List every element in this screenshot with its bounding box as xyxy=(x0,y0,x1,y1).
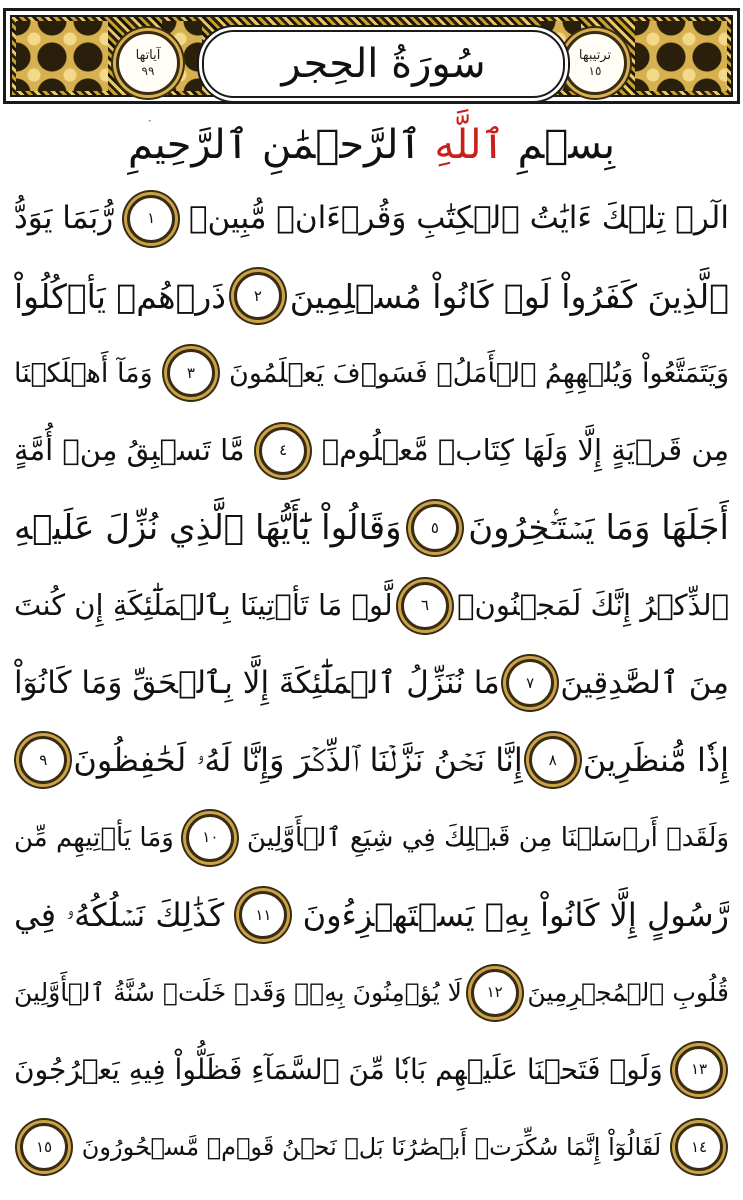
verse-line-text xyxy=(14,1123,729,1171)
ayah-number-marker xyxy=(401,582,449,630)
verse-line xyxy=(14,722,729,799)
surah-title-cartouche xyxy=(202,30,565,98)
verse-line-text xyxy=(14,427,729,475)
verse-text: رُّبَمَا يَوَدُّ xyxy=(14,200,114,237)
ayah-number: ١ xyxy=(147,209,156,228)
verse-text: ٱلذِّكۡرُ إِنَّكَ لَمَجۡنُونٞ xyxy=(457,588,729,623)
basmala xyxy=(128,122,615,168)
basmala-line xyxy=(0,112,743,178)
ayah-number: ٨ xyxy=(548,750,557,769)
verse-line-text xyxy=(14,736,729,784)
verse-text: وَيَتَمَتَّعُواْ وَيُلۡهِهِمُ ٱلۡأَمَلُۖ فَسَوۡفَ يَعۡلَمُونَ xyxy=(229,357,729,389)
verse-line xyxy=(14,954,729,1031)
verse-line-text xyxy=(14,891,729,939)
ayat-count-number: ٩٩ xyxy=(141,63,155,78)
ayah-number-marker xyxy=(239,891,287,939)
ayah-number: ٧ xyxy=(526,673,535,692)
verse-text: إِذٗا مُّنظَرِينَ xyxy=(582,741,729,780)
surah-header-banner xyxy=(3,8,740,104)
verse-text: وَمَآ أَهۡلَكۡنَا xyxy=(14,357,153,389)
verse-text: وَلَوۡ فَتَحۡنَا عَلَيۡهِم بَابٗا مِّنَ ٱلسَّمَآءِ فَظَلُّواْ فِيهِ يَعۡرُجُونَ xyxy=(14,1052,663,1086)
ayah-number-marker xyxy=(471,969,519,1017)
verse-line-text xyxy=(14,659,729,707)
verse-lines xyxy=(14,180,729,1186)
ayah-number-marker xyxy=(234,272,282,320)
verse-line-text xyxy=(14,582,729,630)
verse-line-text xyxy=(14,195,729,243)
verse-line xyxy=(14,490,729,567)
verse-line-text xyxy=(14,272,729,320)
ayah-number-marker xyxy=(186,814,234,862)
verse-line xyxy=(14,412,729,489)
verse-line-text xyxy=(14,969,729,1017)
verse-line-text xyxy=(14,1046,729,1094)
verse-text: وَلَقَدۡ أَرۡسَلۡنَا مِن قَبۡلِكَ فِي شِيَعِ ٱلۡأَوَّلِينَ xyxy=(246,822,729,853)
arabesque-ornament-right xyxy=(635,21,727,91)
ayah-number-marker xyxy=(411,504,459,552)
ayah-number: ١١ xyxy=(255,905,272,924)
verse-text: لَّوۡ مَا تَأۡتِينَا بِٱلۡمَلَٰٓئِكَةِ إِن كُنتَ xyxy=(14,588,393,623)
surah-title: سُورَةُ الحِجر xyxy=(281,41,486,87)
ayah-number-marker xyxy=(259,427,307,475)
surah-order-label: ترتيبها xyxy=(578,47,612,63)
ayah-number-marker xyxy=(19,736,67,784)
surah-order-medallion xyxy=(563,31,627,95)
ayah-number: ٣ xyxy=(186,363,195,382)
verse-text: ٱلَّذِينَ كَفَرُواْ لَوۡ كَانُواْ مُسۡلِمِينَ xyxy=(289,276,729,316)
ayah-number: ٥ xyxy=(430,518,439,537)
verse-text: أَجَلَهَا وَمَا يَسۡتَـٔۡخِرُونَ xyxy=(468,508,729,549)
arabesque-ornament-left xyxy=(16,21,108,91)
verse-line xyxy=(14,180,729,257)
ayah-number: ٩ xyxy=(39,750,48,769)
verse-line-text xyxy=(14,814,729,862)
verse-text: مَا نُنَزِّلُ ٱلۡمَلَٰٓئِكَةَ إِلَّا بِٱلۡحَقِّ وَمَا كَانُوٓاْ xyxy=(14,664,500,701)
verse-text: لَقَالُوٓاْ إِنَّمَا سُكِّرَتۡ أَبۡصَٰرُنَا بَلۡ نَحۡنُ قَوۡمٞ مَّسۡحُورُونَ xyxy=(81,1133,662,1162)
ornamental-frame xyxy=(10,15,733,97)
verse-text: وَقَالُواْ يَٰٓأَيُّهَا ٱلَّذِي نُزِّلَ عَلَيۡهِ xyxy=(14,508,402,549)
basmala-bism: بِسۡمِ xyxy=(504,122,616,168)
ayah-number-marker xyxy=(675,1046,723,1094)
verse-text: لَا يُؤۡمِنُونَ بِهِۦۖ وَقَدۡ خَلَتۡ سُنَّةُ ٱلۡأَوَّلِينَ xyxy=(14,978,462,1008)
ayah-number-marker xyxy=(127,195,175,243)
ayah-number: ١٢ xyxy=(486,983,503,1002)
verse-line xyxy=(14,1031,729,1108)
ayah-number-marker xyxy=(675,1123,723,1171)
ayah-number: ٢ xyxy=(253,286,262,305)
ayat-count-label: آياتها xyxy=(135,47,161,63)
ayah-number: ١٠ xyxy=(202,828,219,847)
verse-text: مِن قَرۡيَةٍ إِلَّا وَلَهَا كِتَابٞ مَّعۡلُومٞ xyxy=(321,433,729,468)
ayah-number-marker xyxy=(506,659,554,707)
ayah-number: ١٥ xyxy=(35,1137,53,1156)
ayah-number-marker xyxy=(167,349,215,397)
verse-text: إِنَّا نَحۡنُ نَزَّلۡنَا ٱلذِّكۡرَ وَإِنَّا لَهُۥ لَحَٰفِظُونَ xyxy=(73,741,523,780)
verse-line xyxy=(14,335,729,412)
verse-text: ذَرۡهُمۡ يَأۡكُلُواْ xyxy=(14,276,227,316)
verse-line xyxy=(14,799,729,876)
verse-text: وَمَا يَأۡتِيهِم مِّن xyxy=(14,822,174,853)
verse-line xyxy=(14,1109,729,1186)
verse-text: قُلُوبِ ٱلۡمُجۡرِمِينَ xyxy=(527,978,729,1008)
ayah-number-marker xyxy=(20,1123,68,1171)
verse-text: مَّا تَسۡبِقُ مِنۡ أُمَّةٍ xyxy=(14,433,245,468)
ayah-number-marker xyxy=(529,736,577,784)
verse-line xyxy=(14,257,729,334)
verse-line-text xyxy=(14,349,729,397)
basmala-allah: ٱللَّهِ xyxy=(434,122,505,168)
basmala-rahman-rahim: ٱلرَّحۡمَٰنِ ٱلرَّحِيمِ xyxy=(128,122,435,168)
ayah-number: ١٣ xyxy=(690,1060,708,1079)
verse-line xyxy=(14,877,729,954)
verse-text: رَّسُولٍ إِلَّا كَانُواْ بِهِۦ يَسۡتَهۡزِءُونَ xyxy=(302,896,729,935)
surah-order-number: ١٥ xyxy=(588,63,602,78)
verse-line xyxy=(14,567,729,644)
verse-text: مِنَ ٱلصَّٰدِقِينَ xyxy=(560,664,729,701)
verse-line xyxy=(14,644,729,721)
verse-line-text xyxy=(14,504,729,552)
ayah-number: ٤ xyxy=(279,441,288,460)
verse-text: كَذَٰلِكَ نَسۡلُكُهُۥ فِي xyxy=(14,896,225,935)
verse-text: الٓرۚ تِلۡكَ ءَايَٰتُ ٱلۡكِتَٰبِ وَقُرۡءَانٖ مُّبِينٖ xyxy=(188,200,729,237)
ayah-number: ١٤ xyxy=(690,1137,708,1156)
ayah-number: ٦ xyxy=(420,596,429,615)
ayat-count-medallion xyxy=(116,31,180,95)
